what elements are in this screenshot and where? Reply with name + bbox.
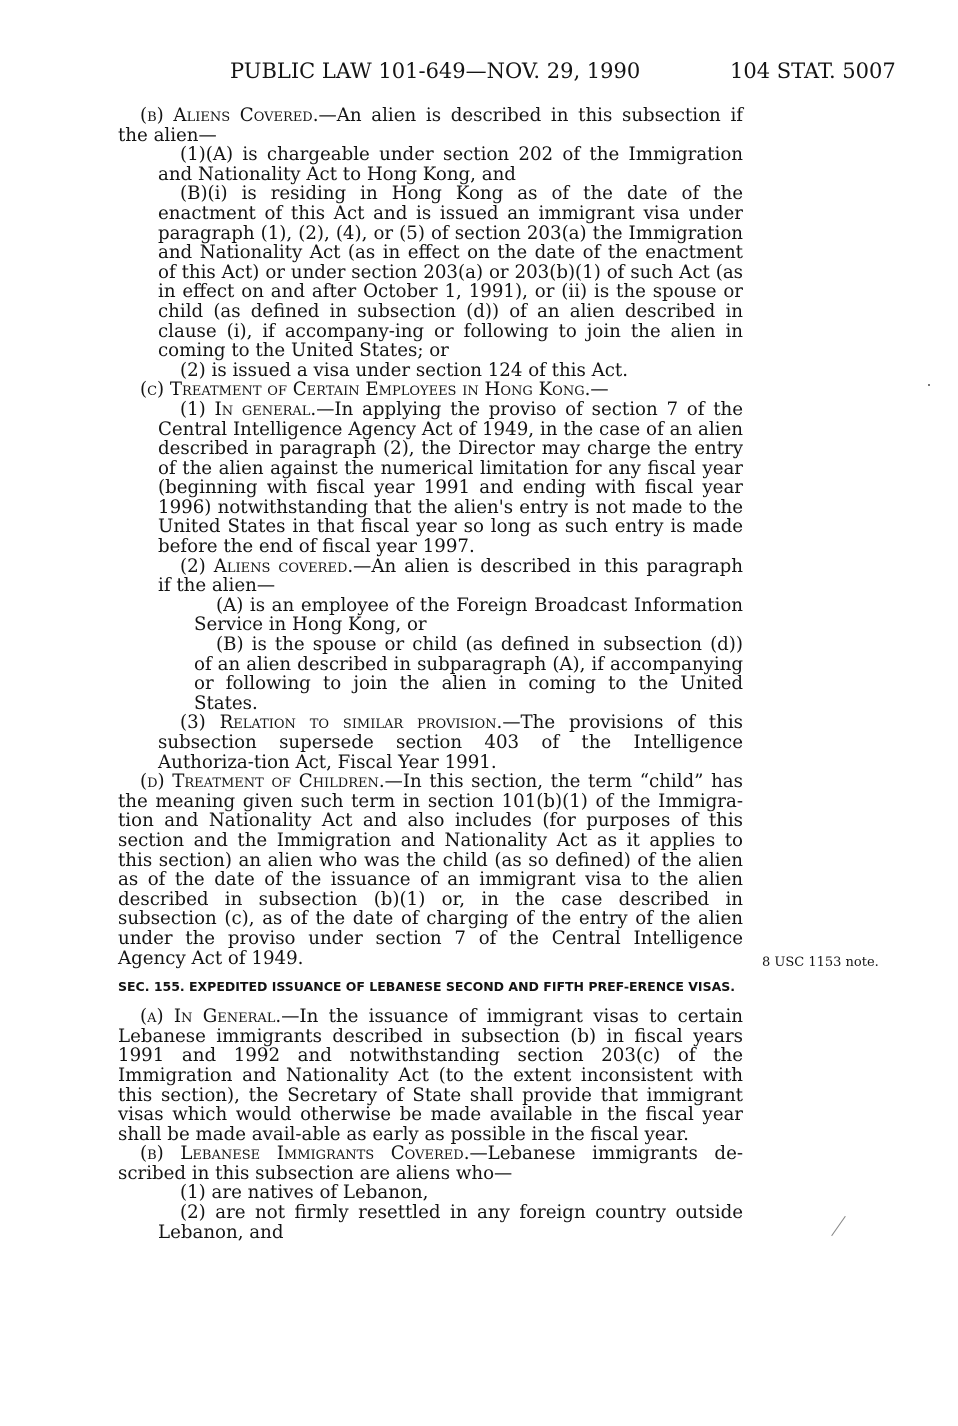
subsection-heading: (d) Treatment of Children.: [140, 771, 385, 793]
margin-note-usc: 8 USC 1153 note.: [762, 955, 879, 970]
subsection-heading: (a) In General.: [140, 1006, 282, 1028]
paragraph-c2: [118, 557, 743, 596]
section-155-heading: SEC. 155. EXPEDITED ISSUANCE OF LEBANESE SECOND AND FIFTH PREF-ERENCE VISAS.: [118, 979, 735, 995]
subsection-text: —In the issuance of immigrant visas to certain Lebanese immigrants described in subsection (b) in fiscal years 1991 and 1992 and notwithstanding section 203(c) of the Immigration and Nationality Act (to the extent inconsistent with this section), the Secretary of State shall provide that immigrant visas which would otherwise be made available in the fiscal year shall be made avail-able as early as possible in the fiscal year.: [118, 1006, 743, 1145]
clause-b1B: (B)(i) is residing in Hong Kong as of the date of the enactment of this Act and is issued an immigrant visa under paragraph (1), (2), (4), or (5) of section 203(a) the Immigration and Nationality Act (as in effect on the date of the enactment of this Act) or under section 203(a) or 203(b)(1) of such Act (as in effect on and after October 1, 1991), or (ii) is the spouse or child (as defined in subsection (d)) of an alien described in clause (i), if accompany-ing or following to join the alien in coming to the United States; or: [158, 183, 743, 362]
subsection-heading: (b) Aliens Covered.: [140, 105, 319, 126]
paragraph-b-aliens-covered: [118, 106, 743, 145]
paragraph-c3: [118, 713, 743, 772]
header-stat-page: 104 STAT. 5007: [730, 59, 896, 83]
sec155-subsection-b: [118, 1144, 743, 1183]
sec155-subsection-a: [118, 1007, 743, 1144]
subsection-d: [118, 772, 743, 968]
clause-b1A: (1)(A) is chargeable under section 202 of the Immigration and Nationality Act to Hong Kong, and: [158, 144, 743, 185]
clause-b2: (2) is issued a visa under section 124 of this Act.: [180, 359, 629, 381]
subsection-text: —An alien is described in this subsection if the alien—: [118, 105, 744, 146]
subparagraph-c2B: (B) is the spouse or child (as defined in subsection (d)) of an alien described in subparagraph (A), if accompanying or following to join the alien in coming to the United States.: [194, 634, 743, 714]
subsection-text: —Lebanese immigrants de-scribed in this subsection are aliens who—: [118, 1143, 743, 1184]
paragraph-heading: (3) Relation to similar provision.: [180, 712, 503, 734]
paragraph-text: —The provisions of this subsection supersede section 403 of the Intelligence Authoriza-tion Act, Fiscal Year 1991.: [158, 712, 743, 773]
paragraph-heading: (2) Aliens covered.: [180, 555, 354, 577]
subsection-c-heading: [118, 380, 743, 400]
paragraph-c1: [118, 400, 743, 557]
subsection-text: —In this section, the term “child” has the meaning given such term in section 101(b)(1) of the Immigra-tion and Nationality Act and also includes (for purposes of this section and the Immigration and Nationality Act as it applies to this section) an alien who was the child (as so defined) of the alien as of the date of the issuance of an immigrant visa to the alien described in subsection (b)(1) or, in the case described in subsection (c), as of the date of charging of the entry of the alien under the proviso under section 7 of the Central Intelligence Agency Act of 1949.: [118, 771, 743, 969]
subsection-heading: (b) Lebanese Immigrants Covered.: [140, 1143, 470, 1165]
body-text: [118, 106, 743, 1242]
sec155-clause-b1: (1) are natives of Lebanon,: [180, 1182, 429, 1204]
sec155-clause-b2: (2) are not firmly resettled in any foreign country outside Lebanon, and: [158, 1202, 743, 1243]
subsection-heading: (c) Treatment of Certain Employees in Hong Kong.—: [140, 379, 609, 401]
header-title: PUBLIC LAW 101-649—NOV. 29, 1990: [230, 59, 641, 83]
paragraph-heading: (1) In general.: [180, 398, 317, 420]
scan-pencil-mark: [831, 1216, 846, 1236]
paragraph-text: —An alien is described in this paragraph if the alien—: [158, 555, 743, 597]
scan-speck: [928, 384, 930, 386]
paragraph-text: —In applying the proviso of section 7 of the Central Intelligence Agency Act of 1949, in the case of an alien described in paragraph (2), the Director may charge the entry of the alien against the numerical limitation for any fiscal year (beginning with fiscal year 1991 and ending with fiscal year 1996) notwithstanding that the alien's entry is not made to the United States in that fiscal year so long as such entry is made before the end of fiscal year 1997.: [158, 398, 744, 558]
subparagraph-c2A: (A) is an employee of the Foreign Broadcast Information Service in Hong Kong, or: [194, 594, 743, 636]
